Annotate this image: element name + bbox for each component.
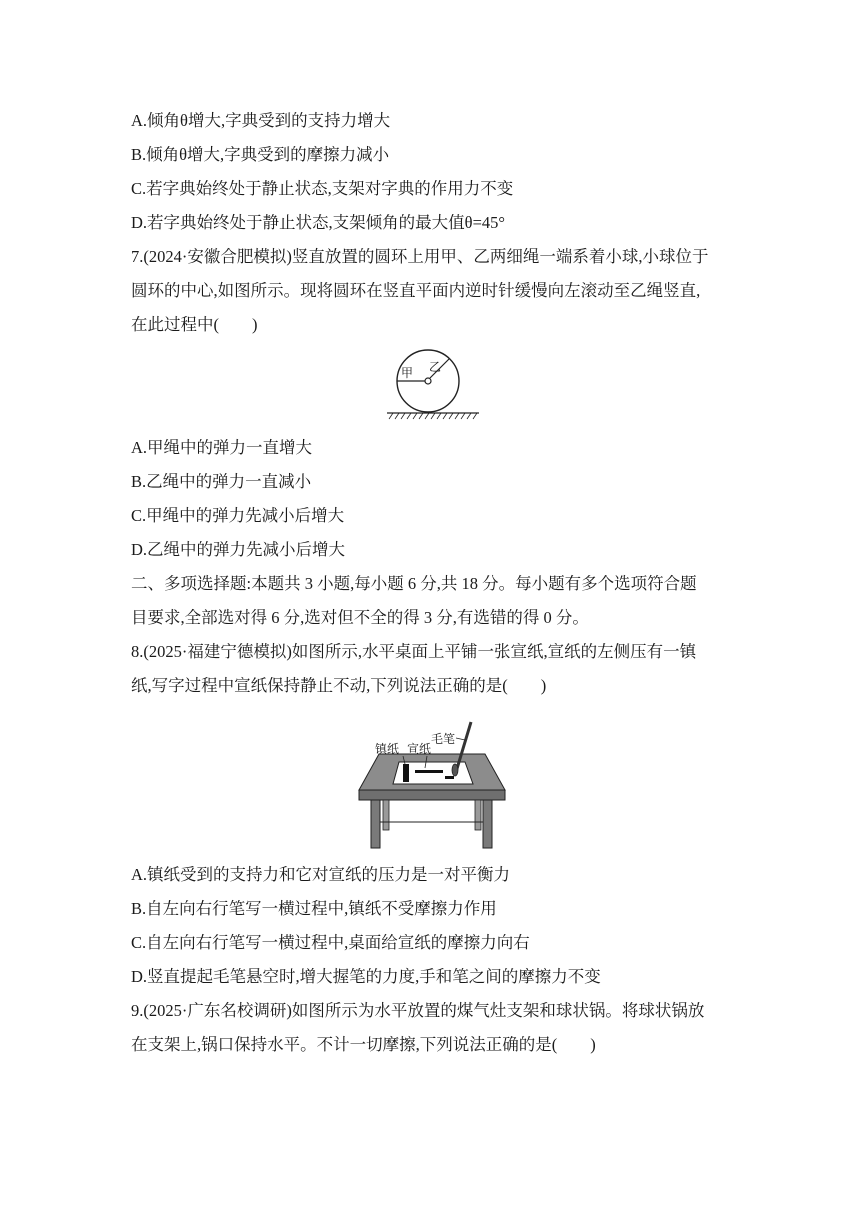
q7-label-yi: 乙 bbox=[429, 360, 442, 374]
q7-label-jia: 甲 bbox=[401, 366, 414, 380]
section2-line-2: 目要求,全部选对得 6 分,选对但不全的得 3 分,有选错的得 0 分。 bbox=[131, 608, 589, 627]
q8-label-paperweight: 镇纸 bbox=[375, 742, 400, 756]
q7-option-d: D.乙绳中的弹力先减小后增大 bbox=[131, 540, 346, 559]
q7-ring-figure bbox=[383, 344, 483, 424]
q6-option-a: A.倾角θ增大,字典受到的支持力增大 bbox=[131, 111, 391, 130]
q6-option-d: D.若字典始终处于静止状态,支架倾角的最大值θ=45° bbox=[131, 213, 505, 232]
q8-stem-line-1: 8.(2025·福建宁德模拟)如图所示,水平桌面上平铺一张宣纸,宣纸的左侧压有一镇 bbox=[131, 642, 697, 661]
q7-stem-line-1: 7.(2024·安徽合肥模拟)竖直放置的圆环上用甲、乙两细绳一端系着小球,小球位于 bbox=[131, 247, 709, 266]
q7-stem-line-2: 圆环的中心,如图所示。现将圆环在竖直平面内逆时针缓慢向左滚动至乙绳竖直, bbox=[131, 281, 701, 300]
section2-line-1: 二、多项选择题:本题共 3 小题,每小题 6 分,共 18 分。每小题有多个选项符合题 bbox=[131, 574, 697, 593]
q8-label-rice-paper: 宣纸 bbox=[407, 742, 432, 756]
q9-stem-line-1: 9.(2025·广东名校调研)如图所示为水平放置的煤气灶支架和球状锅。将球状锅放 bbox=[131, 1001, 705, 1020]
q7-option-c: C.甲绳中的弹力先减小后增大 bbox=[131, 506, 345, 525]
q8-option-a: A.镇纸受到的支持力和它对宣纸的压力是一对平衡力 bbox=[131, 865, 511, 884]
q7-stem-line-3: 在此过程中( ) bbox=[131, 315, 258, 334]
q8-table-figure bbox=[355, 718, 511, 852]
q8-option-b: B.自左向右行笔写一横过程中,镇纸不受摩擦力作用 bbox=[131, 899, 497, 918]
q6-option-c: C.若字典始终处于静止状态,支架对字典的作用力不变 bbox=[131, 179, 514, 198]
q9-stem-line-2: 在支架上,锅口保持水平。不计一切摩擦,下列说法正确的是( ) bbox=[131, 1035, 596, 1054]
q6-option-b: B.倾角θ增大,字典受到的摩擦力减小 bbox=[131, 145, 390, 164]
q8-option-c: C.自左向右行笔写一横过程中,桌面给宣纸的摩擦力向右 bbox=[131, 933, 530, 952]
q8-stem-line-2: 纸,写字过程中宣纸保持静止不动,下列说法正确的是( ) bbox=[131, 676, 547, 695]
q7-option-b: B.乙绳中的弹力一直减小 bbox=[131, 472, 312, 491]
q8-label-brush: 毛笔 bbox=[431, 732, 456, 746]
q7-option-a: A.甲绳中的弹力一直增大 bbox=[131, 438, 313, 457]
q8-option-d: D.竖直提起毛笔悬空时,增大握笔的力度,手和笔之间的摩擦力不变 bbox=[131, 967, 601, 986]
